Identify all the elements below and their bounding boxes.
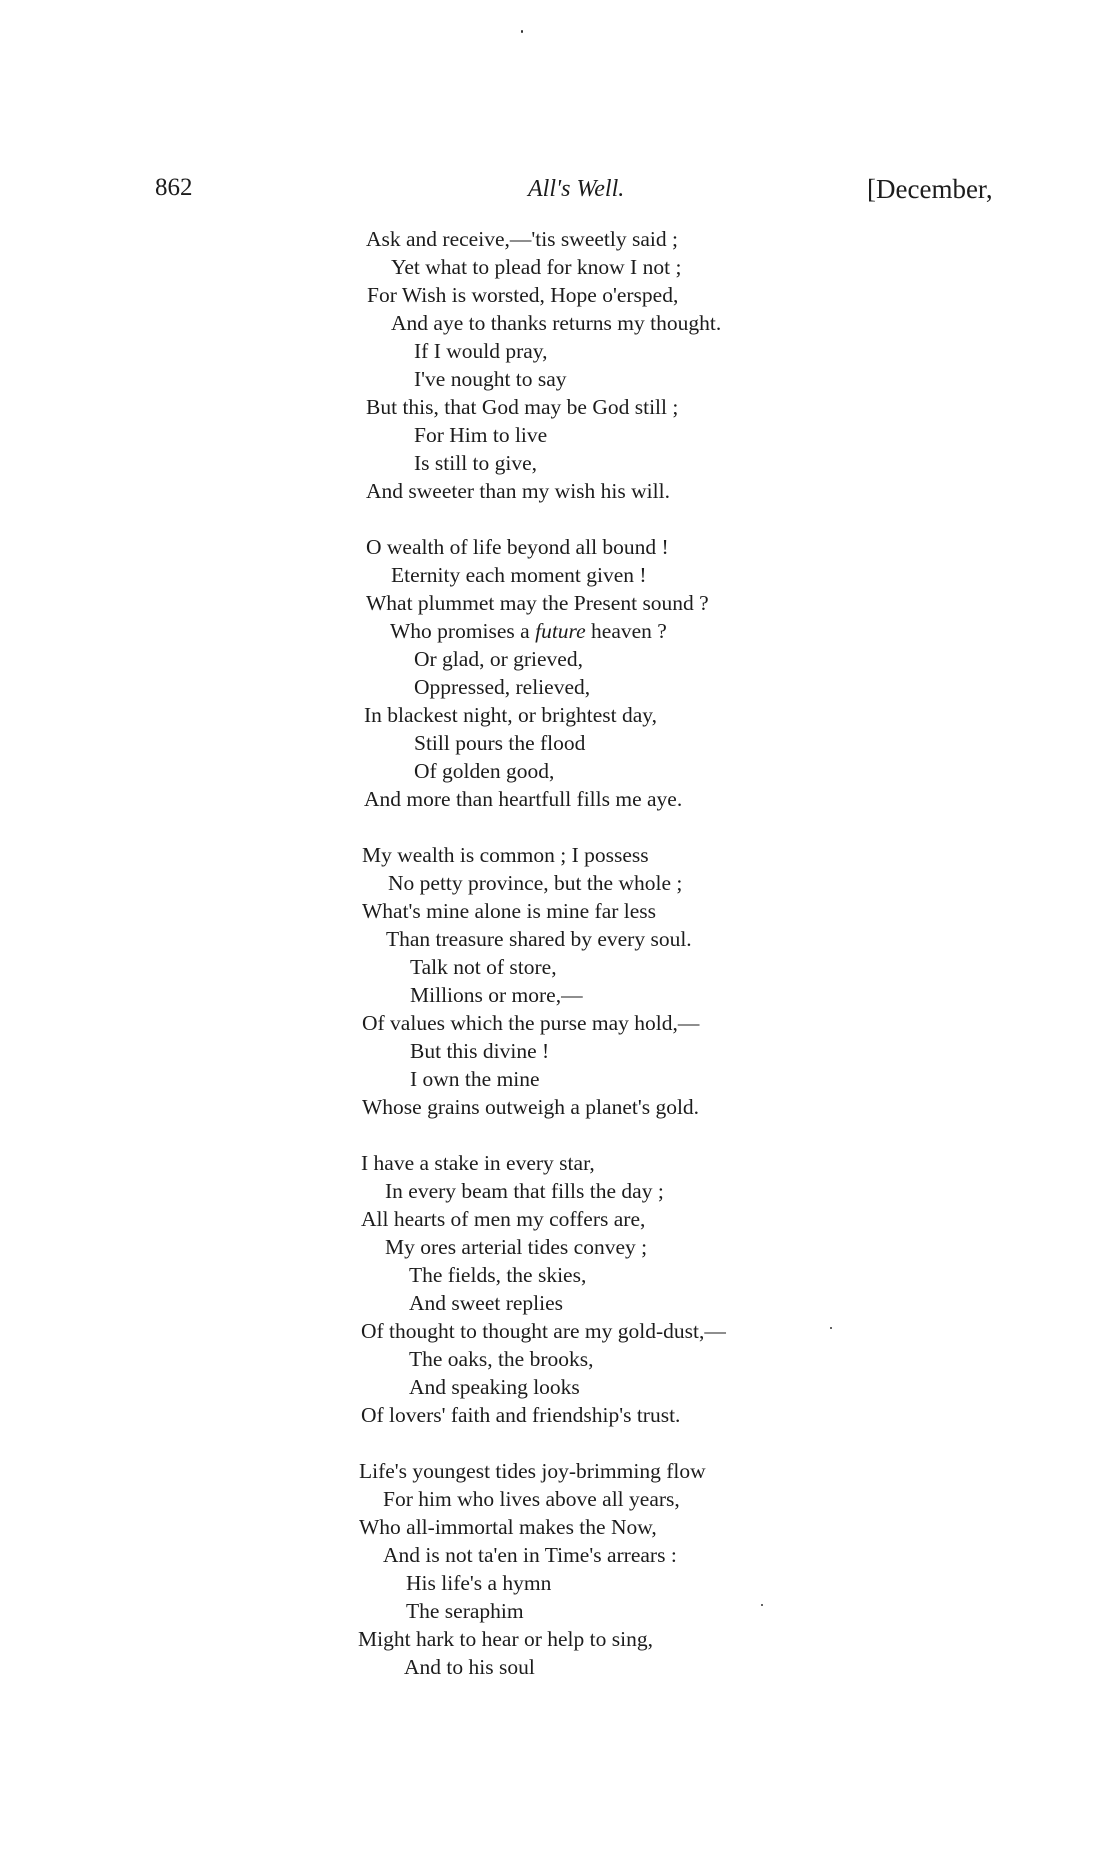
poem-line: Still pours the flood bbox=[414, 731, 586, 755]
poem-line: And more than heartfull fills me aye. bbox=[364, 787, 683, 811]
poem-line: His life's a hymn bbox=[406, 1571, 552, 1595]
poem-line: If I would pray, bbox=[414, 339, 548, 363]
poem-line: What plummet may the Present sound ? bbox=[366, 591, 709, 615]
poem-line: I have a stake in every star, bbox=[361, 1151, 595, 1175]
poem-line: And aye to thanks returns my thought. bbox=[391, 311, 722, 335]
poem-line: The oaks, the brooks, bbox=[409, 1347, 594, 1371]
poem-line: Ask and receive,—'tis sweetly said ; bbox=[366, 227, 678, 251]
ink-speck bbox=[521, 30, 523, 33]
poem-line: No petty province, but the whole ; bbox=[388, 871, 683, 895]
poem-line: My wealth is common ; I possess bbox=[362, 843, 649, 867]
poem bbox=[0, 225, 1096, 1681]
stanza-gap bbox=[0, 813, 1096, 841]
poem-line: I own the mine bbox=[410, 1067, 540, 1091]
poem-line: Yet what to plead for know I not ; bbox=[391, 255, 682, 279]
poem-line: Of lovers' faith and friendship's trust. bbox=[361, 1403, 681, 1427]
poem-line: Talk not of store, bbox=[410, 955, 557, 979]
poem-line: Is still to give, bbox=[414, 451, 538, 475]
page-number: 862 bbox=[155, 174, 193, 201]
line-text: Who promises a bbox=[390, 619, 536, 643]
poem-line: Or glad, or grieved, bbox=[414, 647, 583, 671]
poem-line: What's mine alone is mine far less bbox=[362, 899, 657, 923]
poem-line: And to his soul bbox=[404, 1655, 535, 1679]
running-date: [December, bbox=[867, 174, 993, 204]
poem-line: And sweet replies bbox=[409, 1291, 564, 1315]
running-title: All's Well. bbox=[528, 176, 625, 202]
stanza-3 bbox=[0, 841, 1096, 1121]
poem-line: Than treasure shared by every soul. bbox=[386, 927, 692, 951]
poem-line: And is not ta'en in Time's arrears : bbox=[383, 1543, 677, 1567]
poem-line: But this, that God may be God still ; bbox=[366, 395, 679, 419]
poem-line: My ores arterial tides convey ; bbox=[385, 1235, 648, 1259]
poem-line: Of values which the purse may hold,— bbox=[362, 1011, 700, 1035]
poem-line: Might hark to hear or help to sing, bbox=[358, 1627, 653, 1651]
poem-line: Millions or more,— bbox=[410, 983, 583, 1007]
poem-line: For Wish is worsted, Hope o'ersped, bbox=[367, 283, 679, 307]
poem-line: O wealth of life beyond all bound ! bbox=[366, 535, 669, 559]
stanza-gap bbox=[0, 1121, 1096, 1149]
poem-line: For Him to live bbox=[414, 423, 548, 447]
poem-line: Of golden good, bbox=[414, 759, 555, 783]
italic-word: future bbox=[535, 619, 586, 643]
poem-line: Of thought to thought are my gold-dust,— bbox=[361, 1319, 726, 1343]
stanza-gap bbox=[0, 1429, 1096, 1457]
stanza-1 bbox=[0, 225, 1096, 505]
poem-line: In blackest night, or brightest day, bbox=[364, 703, 657, 727]
running-header bbox=[0, 170, 1096, 214]
poem-line: I've nought to say bbox=[414, 367, 567, 391]
stanza-gap bbox=[0, 505, 1096, 533]
stanza-4 bbox=[0, 1149, 1096, 1429]
poem-line: All hearts of men my coffers are, bbox=[361, 1207, 646, 1231]
poem-line: Life's youngest tides joy-brimming flow bbox=[359, 1459, 706, 1483]
stanza-2 bbox=[0, 533, 1096, 813]
poem-line: But this divine ! bbox=[410, 1039, 550, 1063]
stanza-5 bbox=[0, 1457, 1096, 1681]
poem-line: Eternity each moment given ! bbox=[391, 563, 647, 587]
poem-line: And speaking looks bbox=[409, 1375, 580, 1399]
poem-line: The seraphim bbox=[406, 1599, 524, 1623]
poem-line: Oppressed, relieved, bbox=[414, 675, 591, 699]
poem-line: For him who lives above all years, bbox=[383, 1487, 680, 1511]
line-text: heaven ? bbox=[585, 619, 667, 643]
poem-line: And sweeter than my wish his will. bbox=[366, 479, 670, 503]
poem-line: Whose grains outweigh a planet's gold. bbox=[362, 1095, 700, 1119]
poem-line-with-italic bbox=[390, 617, 1096, 645]
poem-line: Who all-immortal makes the Now, bbox=[359, 1515, 657, 1539]
poem-line: The fields, the skies, bbox=[409, 1263, 587, 1287]
poem-line: In every beam that fills the day ; bbox=[385, 1179, 664, 1203]
